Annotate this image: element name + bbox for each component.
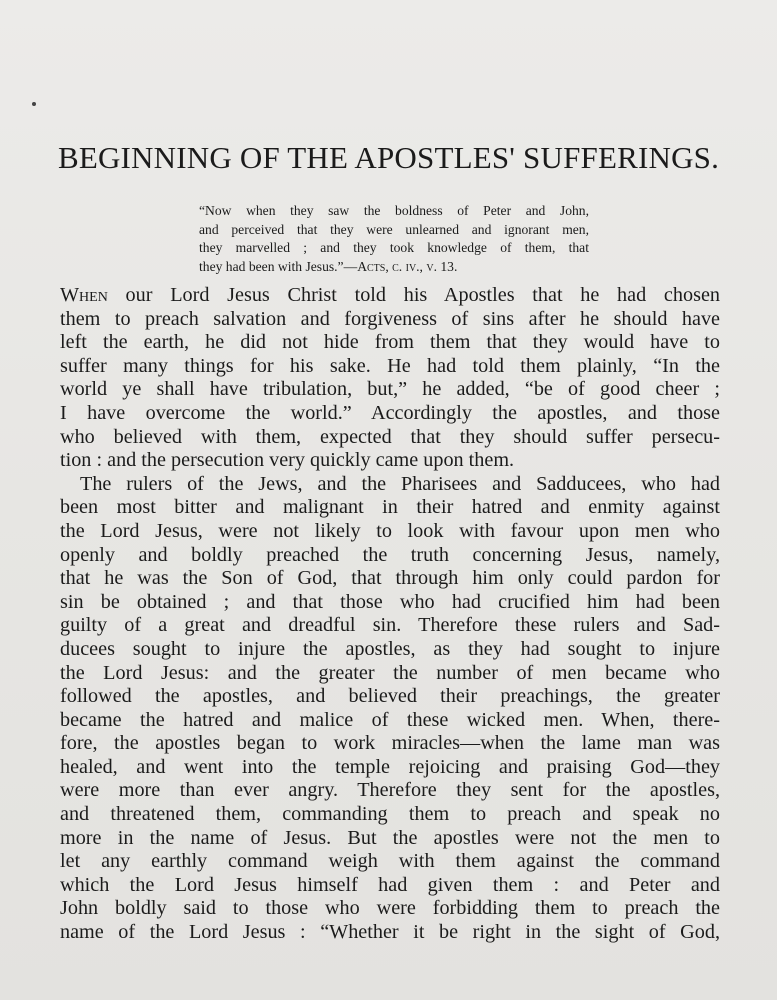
body-line: which the Lord Jesus himself had given them : and Peter and — [60, 873, 720, 896]
body-line: that he was the Son of God, that through him only could pardon for — [60, 567, 720, 590]
body-line: sin be obtained ; and that those who had crucified him had been — [60, 590, 720, 613]
ink-speck — [32, 102, 36, 106]
body-line: were more than ever angry. Therefore they sent for the apostles, — [60, 779, 720, 802]
body-line: The rulers of the Jews, and the Pharisees and Sadducees, who had — [80, 472, 720, 495]
epigraph-line: they marvelled ; and they took knowledge of them, that — [199, 240, 589, 255]
epigraph-line: and perceived that they were unlearned and ignorant men, — [199, 221, 589, 237]
body-line: let any earthly command weigh with them against the command — [60, 850, 720, 873]
body-line: openly and boldly preached the truth concerning Jesus, namely, — [60, 543, 720, 566]
chapter-title: BEGINNING OF THE APOSTLES' SUFFERINGS. — [57, 140, 720, 175]
body-line: the Lord Jesus: and the greater the number of men became who — [60, 661, 720, 684]
epigraph-last-text: they had been with Jesus.”— — [199, 258, 358, 274]
opening-word: When — [60, 284, 108, 306]
body-line: I have overcome the world.” Accordingly the apostles, and those — [60, 401, 720, 424]
body-line: the Lord Jesus, were not likely to look with favour upon men who — [60, 519, 720, 542]
epigraph-line — [199, 258, 589, 277]
body-line: who believed with them, expected that they should suffer persecu- — [60, 425, 720, 448]
body-line: tion : and the persecution very quickly came upon them. — [60, 449, 515, 472]
body-line: name of the Lord Jesus : “Whether it be right in the sight of God, — [60, 921, 720, 944]
body-line-text: our Lord Jesus Christ told his Apostles that he had chosen — [107, 284, 720, 306]
body-line: suffer many things for his sake. He had told them plainly, “In the — [60, 354, 720, 377]
body-line: been most bitter and malignant in their hatred and enmity against — [60, 496, 720, 519]
body-line: became the hatred and malice of these wicked men. When, there- — [60, 708, 720, 731]
body-line: more in the name of Jesus. But the apostles were not the men to — [60, 826, 720, 849]
body-line: fore, the apostles began to work miracles—when the lame man was — [60, 732, 720, 755]
body-text — [60, 284, 720, 945]
body-line: left the earth, he did not hide from them that they would have to — [60, 331, 720, 354]
body-line: followed the apostles, and believed their preachings, the greater — [60, 685, 720, 708]
body-line: ducees sought to injure the apostles, as they had sought to injure — [60, 637, 720, 660]
body-line — [60, 284, 720, 308]
body-line: world ye shall have tribulation, but,” he added, “be of good cheer ; — [60, 378, 720, 401]
body-line: guilty of a great and dreadful sin. Therefore these rulers and Sad- — [60, 614, 720, 637]
epigraph-citation: Acts, c. iv., v. 13. — [357, 258, 458, 274]
body-line: healed, and went into the temple rejoicing and praising God—they — [60, 755, 720, 778]
body-line: and threatened them, commanding them to preach and speak no — [60, 803, 720, 826]
epigraph — [199, 202, 589, 276]
epigraph-line: “Now when they saw the boldness of Peter and John, — [199, 203, 589, 218]
body-line: them to preach salvation and forgiveness of sins after he should have — [60, 307, 720, 330]
body-line: John boldly said to those who were forbidding them to preach the — [60, 897, 720, 920]
